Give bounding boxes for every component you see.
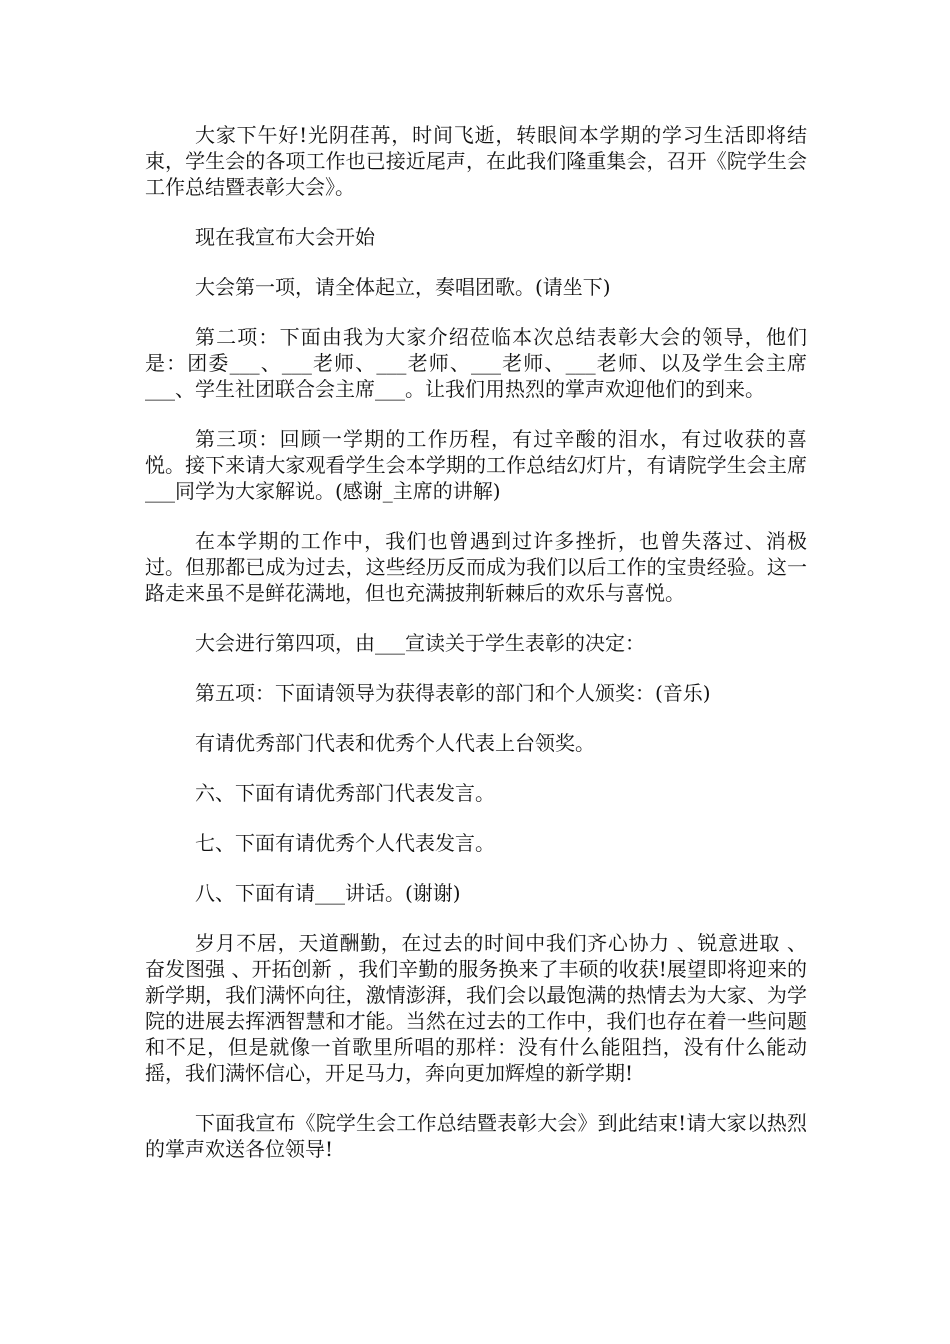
paragraph-item-1: 大会第一项，请全体起立，奏唱团歌。(请坐下)	[195, 275, 611, 299]
paragraph-outlook: 岁月不居，天道酬勤，在过去的时间中我们齐心协力 、锐意进取 、奋发图强 、开拓创新 ，我们辛勤的服务换来了丰硕的收获!展望即将迎来的新学期，我们满怀向往，激情澎湃，我们会以最饱满的热情去为大家、为学院的进展去挥洒智慧和才能。当然在过去的工作中，我们也存在着一些问题和不足，但是就像一首歌里所唱的那样：没有什么能阻挡，没有什么能动摇，我们满怀信心，开足马力，奔向更加辉煌的新学期!	[145, 931, 807, 1085]
paragraph-item-7: 七、下面有请优秀个人代表发言。	[195, 831, 495, 855]
paragraph-item-5: 第五项：下面请领导为获得表彰的部门和个人颁奖：(音乐)	[195, 681, 711, 705]
paragraph-reflection: 在本学期的工作中，我们也曾遇到过许多挫折，也曾失落过、消极过。但那都已成为过去，这些经历反而成为我们以后工作的宝贵经验。这一路走来虽不是鲜花满地，但也充满披荆斩棘后的欢乐与喜悦。	[145, 529, 807, 605]
paragraph-closing: 下面我宣布《院学生会工作总结暨表彰大会》到此结束!请大家以热烈的掌声欢送各位领导!	[145, 1111, 807, 1161]
paragraph-item-4: 大会进行第四项，由___宣读关于学生表彰的决定：	[195, 631, 645, 655]
paragraph-item-8: 八、下面有请___讲话。(谢谢)	[195, 881, 461, 905]
paragraph-opening: 现在我宣布大会开始	[195, 225, 375, 249]
document-body	[145, 122, 807, 1186]
paragraph-item-2: 第二项：下面由我为大家介绍莅临本次总结表彰大会的领导，他们是：团委___、___老师、___老师、___老师、___老师、以及学生会主席___、学生社团联合会主席___。让我们用热烈的掌声欢迎他们的到来。	[145, 325, 807, 401]
paragraph-item-6: 六、下面有请优秀部门代表发言。	[195, 781, 495, 805]
paragraph-item-3: 第三项：回顾一学期的工作历程，有过辛酸的泪水，有过收获的喜悦。接下来请大家观看学生会本学期的工作总结幻灯片，有请院学生会主席___同学为大家解说。(感谢_主席的讲解)	[145, 427, 807, 503]
paragraph-greeting: 大家下午好!光阴荏苒，时间飞逝，转眼间本学期的学习生活即将结束，学生会的各项工作也已接近尾声，在此我们隆重集会，召开《院学生会工作总结暨表彰大会》。	[145, 123, 807, 199]
paragraph-awards: 有请优秀部门代表和优秀个人代表上台领奖。	[195, 731, 595, 755]
